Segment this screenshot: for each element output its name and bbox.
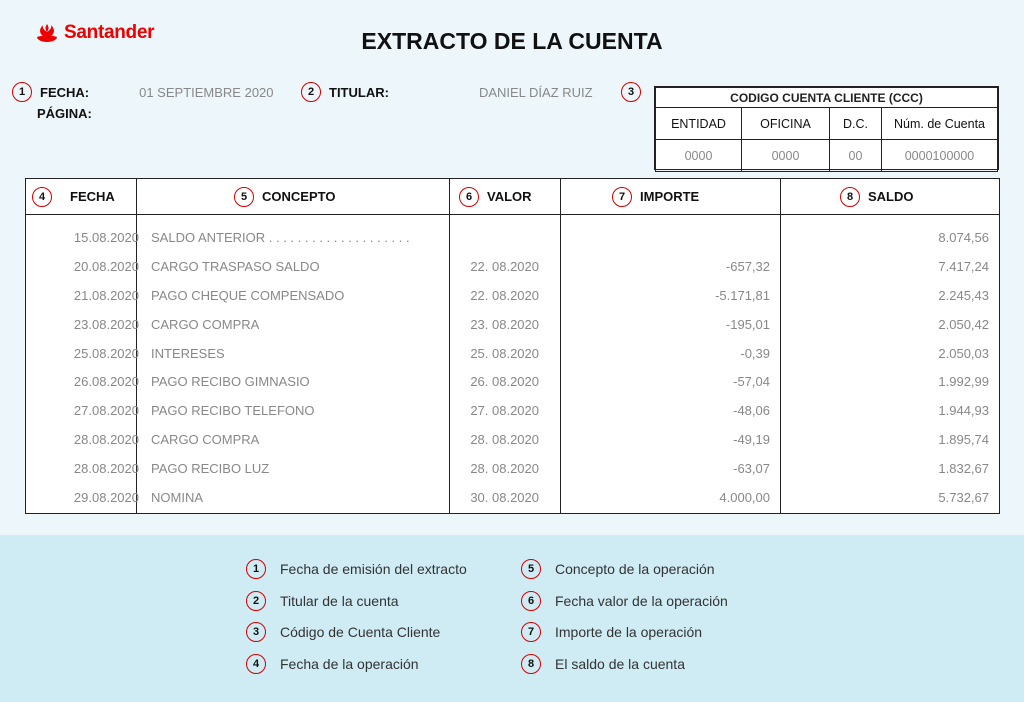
- cell-saldo: 1.992,99: [938, 374, 989, 390]
- table-row: [26, 311, 999, 340]
- ccc-val-entidad: 0000: [656, 140, 742, 172]
- ccc-val-oficina: 0000: [742, 140, 830, 172]
- cell-saldo: 5.732,67: [938, 490, 989, 506]
- cell-importe: -5.171,81: [715, 287, 770, 303]
- badge-6: 6: [459, 187, 479, 207]
- ccc-val-dc: 00: [830, 140, 882, 172]
- ccc-col-cuenta: Núm. de Cuenta: [882, 108, 998, 140]
- badge-2: 2: [301, 82, 321, 102]
- cell-concepto: PAGO CHEQUE COMPENSADO: [151, 287, 345, 303]
- cell-concepto: PAGO RECIBO LUZ: [151, 461, 270, 477]
- cell-saldo: 1.832,67: [938, 461, 989, 477]
- cell-concepto: PAGO RECIBO TELEFONO: [151, 403, 315, 419]
- col-header-saldo-label: SALDO: [868, 189, 914, 204]
- legend-text: Titular de la cuenta: [280, 593, 399, 609]
- legend-text: Importe de la operación: [555, 624, 703, 640]
- table-body: [26, 224, 999, 513]
- col-header-fecha: [32, 179, 136, 215]
- cell-importe: 4.000,00: [719, 490, 770, 506]
- legend-item: [246, 591, 399, 611]
- legend-badge: 2: [246, 591, 266, 611]
- titular-field: [301, 82, 593, 102]
- legend-text: Concepto de la operación: [555, 561, 715, 577]
- cell-fecha: 25.08.2020: [73, 345, 139, 361]
- cell-fecha: 15.08.2020: [73, 230, 139, 245]
- cell-importe: -48,06: [733, 403, 770, 419]
- cell-saldo: 2.050,03: [938, 345, 989, 361]
- legend-badge: 1: [246, 559, 266, 579]
- cell-concepto: INTERESES: [151, 345, 225, 361]
- legend-badge: 4: [246, 654, 266, 674]
- ccc-col-dc: D.C.: [830, 108, 882, 140]
- legend-item: [246, 559, 467, 579]
- badge-7: 7: [612, 187, 632, 207]
- table-row: [26, 426, 999, 455]
- cell-saldo: 1.944,93: [938, 403, 989, 419]
- cell-saldo: 1.895,74: [938, 432, 989, 448]
- legend-text: Fecha valor de la operación: [555, 593, 728, 609]
- legend-item: [521, 591, 728, 611]
- legend-item: [521, 559, 715, 579]
- cell-valor: 23. 08.2020: [470, 316, 539, 332]
- cell-fecha: 28.08.2020: [73, 432, 139, 448]
- table-row: [26, 224, 999, 253]
- titular-label: TITULAR:: [329, 84, 389, 100]
- cell-importe: -195,01: [725, 316, 770, 332]
- cell-concepto: SALDO ANTERIOR . . . . . . . . . . . . . . . . . . . .: [151, 230, 410, 245]
- cell-concepto: NOMINA: [151, 490, 203, 506]
- cell-fecha: 20.08.2020: [73, 258, 139, 274]
- col-header-saldo: [840, 179, 914, 215]
- legend-badge: 8: [521, 654, 541, 674]
- table-row: [26, 455, 999, 484]
- legend-item: [521, 654, 685, 674]
- legend-badge: 5: [521, 559, 541, 579]
- ccc-marker: [621, 82, 641, 102]
- cell-valor: 22. 08.2020: [470, 258, 539, 274]
- badge-3: 3: [621, 82, 641, 102]
- ccc-val-cuenta: 0000100000: [882, 140, 998, 172]
- ccc-title: CODIGO CUENTA CLIENTE (CCC): [656, 88, 998, 108]
- transactions-table: [25, 178, 1000, 514]
- legend-text: Fecha de la operación: [280, 656, 419, 672]
- cell-fecha: 29.08.2020: [73, 490, 139, 506]
- col-header-importe: [612, 179, 699, 215]
- ccc-col-entidad: ENTIDAD: [656, 108, 742, 140]
- badge-4: 4: [32, 187, 52, 207]
- pagina-label: PÁGINA:: [37, 106, 92, 121]
- cell-valor: 25. 08.2020: [470, 345, 539, 361]
- legend-text: Código de Cuenta Cliente: [280, 624, 441, 640]
- cell-concepto: CARGO TRASPASO SALDO: [151, 258, 320, 274]
- fecha-value: 01 SEPTIEMBRE 2020: [139, 84, 274, 100]
- cell-valor: 28. 08.2020: [470, 461, 539, 477]
- table-row: [26, 340, 999, 369]
- pagina-field: [37, 106, 92, 121]
- legend-text: Fecha de emisión del extracto: [280, 561, 467, 577]
- col-header-concepto: [234, 179, 335, 215]
- badge-8: 8: [840, 187, 860, 207]
- cell-saldo: 2.245,43: [938, 287, 989, 303]
- brand-name: Santander: [64, 22, 155, 43]
- table-row: [26, 253, 999, 282]
- col-header-concepto-label: CONCEPTO: [262, 189, 336, 204]
- col-header-valor-label: VALOR: [487, 189, 532, 204]
- cell-importe: -63,07: [733, 461, 770, 477]
- cell-valor: 28. 08.2020: [470, 432, 539, 448]
- cell-fecha: 27.08.2020: [73, 403, 139, 419]
- col-header-importe-label: IMPORTE: [640, 189, 700, 204]
- col-header-fecha-label: FECHA: [70, 189, 115, 204]
- cell-fecha: 21.08.2020: [73, 287, 139, 303]
- cell-saldo: 8.074,56: [938, 230, 989, 245]
- table-row: [26, 484, 999, 513]
- page-title: EXTRACTO DE LA CUENTA: [361, 28, 663, 54]
- legend-badge: 3: [246, 622, 266, 642]
- cell-importe: -49,19: [733, 432, 770, 448]
- cell-valor: 30. 08.2020: [470, 490, 539, 506]
- table-row: [26, 368, 999, 397]
- cell-concepto: CARGO COMPRA: [151, 316, 260, 332]
- cell-concepto: CARGO COMPRA: [151, 432, 260, 448]
- table-row: [26, 397, 999, 426]
- cell-saldo: 7.417,24: [938, 258, 989, 274]
- cell-valor: 27. 08.2020: [470, 403, 539, 419]
- legend-item: [246, 622, 440, 642]
- legend-badge: 6: [521, 591, 541, 611]
- cell-importe: -57,04: [733, 374, 770, 390]
- fecha-label: FECHA:: [40, 84, 90, 100]
- cell-importe: -0,39: [740, 345, 770, 361]
- legend-item: [246, 654, 419, 674]
- cell-fecha: 26.08.2020: [73, 374, 139, 390]
- badge-5: 5: [234, 187, 254, 207]
- titular-value: DANIEL DÍAZ RUIZ: [478, 84, 593, 100]
- table-row: [26, 282, 999, 311]
- cell-fecha: 23.08.2020: [73, 316, 139, 332]
- badge-1: 1: [12, 82, 32, 102]
- col-header-valor: [459, 179, 532, 215]
- ccc-box: [654, 86, 999, 170]
- legend-item: [521, 622, 702, 642]
- cell-valor: 22. 08.2020: [470, 287, 539, 303]
- cell-concepto: PAGO RECIBO GIMNASIO: [151, 374, 310, 390]
- cell-valor: 26. 08.2020: [470, 374, 539, 390]
- fecha-field: [12, 82, 274, 102]
- legend-badge: 7: [521, 622, 541, 642]
- cell-importe: -657,32: [725, 258, 770, 274]
- legend-area: [0, 535, 1024, 702]
- legend-text: El saldo de la cuenta: [555, 656, 685, 672]
- ccc-col-oficina: OFICINA: [742, 108, 830, 140]
- cell-fecha: 28.08.2020: [73, 461, 139, 477]
- cell-saldo: 2.050,42: [938, 316, 989, 332]
